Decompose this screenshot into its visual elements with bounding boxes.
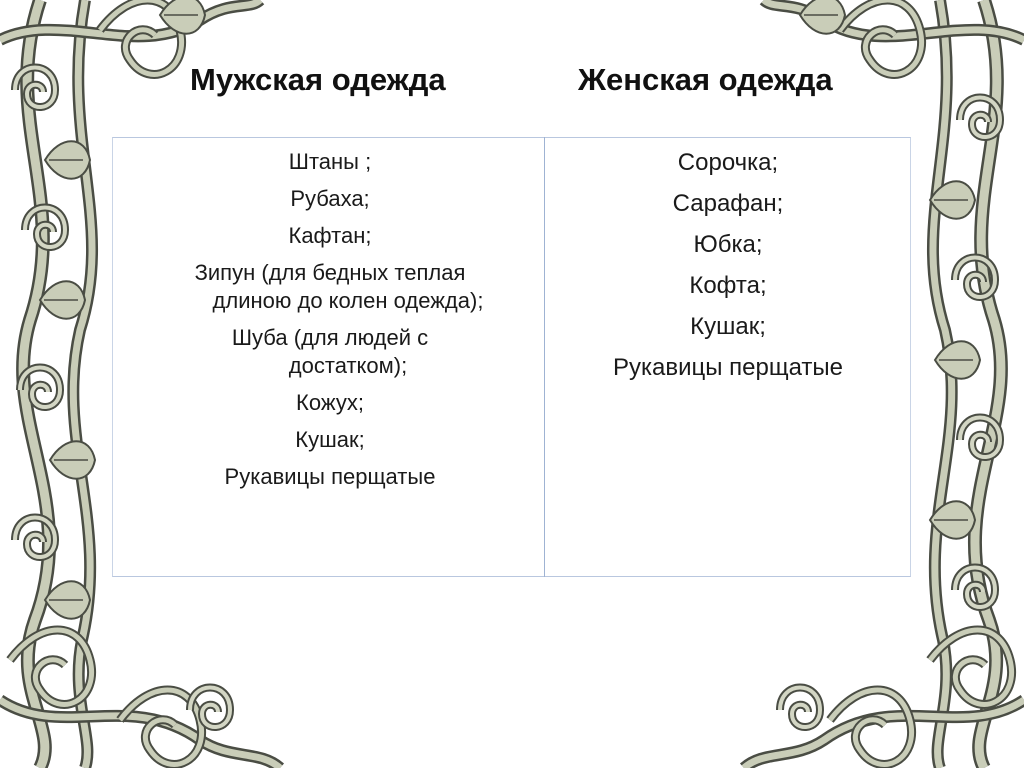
list-item-text-continued: длиною до колен одежда); [212,288,484,313]
list-item-text: Кофта; [689,272,767,299]
list-item-text: Кушак; [295,427,365,452]
list-item-text: Зипун (для бедных теплая [194,260,466,285]
list-item [130,222,530,250]
men-clothing-list [130,140,530,500]
list-item-text: Шуба (для людей с [231,325,429,350]
list-item [548,230,908,260]
list-item-text: Кожух; [296,390,364,415]
list-item-text: Штаны ; [288,149,372,174]
list-item-text: Юбка; [693,231,763,258]
list-item-text: Рубаха; [290,186,370,211]
men-clothing-header: Мужская одежда [190,62,446,97]
list-item [130,463,530,491]
list-item-text-continued: достатком); [288,353,408,378]
list-item [548,148,908,178]
list-item [548,312,908,342]
list-item-text: Сарафан; [672,190,784,217]
list-item [130,259,530,315]
list-item [130,389,530,417]
list-item [548,353,908,383]
list-item-text: Сорочка; [677,149,779,176]
women-clothing-list [548,140,908,394]
list-item-text: Кафтан; [288,223,372,248]
column-divider [544,137,545,577]
list-item [548,271,908,301]
list-item [130,148,530,176]
list-item [130,185,530,213]
women-clothing-header: Женская одежда [578,62,833,97]
list-item [130,426,530,454]
list-item [548,189,908,219]
list-item-text: Кушак; [690,313,766,340]
list-item [130,324,530,380]
list-item-text: Рукавицы перщатые [224,464,436,489]
list-item-text: Рукавицы перщатые [612,354,844,381]
